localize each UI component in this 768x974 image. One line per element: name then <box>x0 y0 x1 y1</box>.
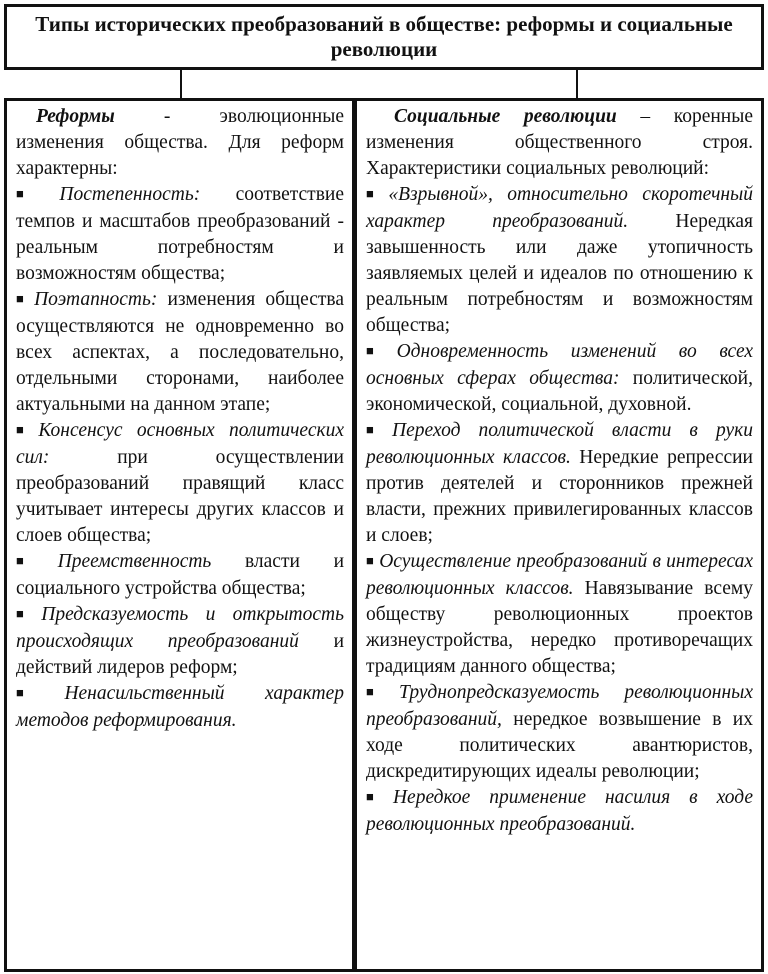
reforms-term: Реформы <box>36 106 115 127</box>
bullet-icon: ■ <box>366 789 388 804</box>
list-item: ■ Постепенность: соответствие темпов и масштабов преобразований - реальным потребностям и возможностям общества; <box>16 184 345 284</box>
bullet-icon: ■ <box>16 553 53 568</box>
list-item: ■ Переход политической власти в руки революционных классов. Нередкие репрессии против деятелей и сторонников прежней власти, прежних привилегированных классов и слоев; <box>366 420 753 546</box>
revolutions-definition: Социальные революции – коренные изменения общественного строя. Характеристики социальных революций: <box>366 106 753 179</box>
title-box <box>4 4 764 70</box>
list-item: ■ Одновременность изменений во всех основных сферах общества: политической, экономической, социальной, духовной. <box>366 341 754 415</box>
list-item: ■ «Взрывной», относительно скоротечный характер преобразований. Нередкая завышенность или даже утопичность заявляемых целей и идеалов по отношению к реальным потребностям и возможностям общества; <box>366 184 753 336</box>
bullet-icon: ■ <box>366 186 384 201</box>
bullet-icon: ■ <box>16 606 37 621</box>
list-item: ■ Поэтапность: изменения общества осуществляются не одновременно во всех аспектах, а последовательно, отдельными сторонами, наиболее актуальными на данном этапе; <box>16 289 344 415</box>
list-item: ■ Осуществление преобразований в интересах революционных классов. Навязывание всему обществу революционных проектов жизнеустройства, нередко противоречащих традициям данного общества; <box>366 551 754 677</box>
reforms-column <box>4 98 355 972</box>
reforms-definition: Реформы - эволюционные изменения общества. Для реформ характерны: <box>16 106 344 179</box>
connector-line <box>576 70 578 98</box>
bullet-icon: ■ <box>16 291 30 306</box>
revolutions-term: Социальные революции <box>394 106 617 127</box>
bullet-icon: ■ <box>366 553 375 568</box>
bullet-icon: ■ <box>16 186 55 201</box>
page-title: Типы исторических преобразований в обществе: реформы и социальные революции <box>35 12 733 61</box>
list-item: ■ Ненасильственный характер методов реформирования. <box>16 683 344 731</box>
bullet-icon: ■ <box>16 685 60 700</box>
list-item: ■ Труднопредсказуемость революционных преобразований, нередкое возвышение в их ходе политических авантюристов, дискредитирующих идеалы революции; <box>366 682 753 782</box>
bullet-icon: ■ <box>366 684 394 699</box>
list-item: ■ Нередкое применение насилия в ходе революционных преобразований. <box>366 787 753 835</box>
list-item: ■ Преемственность власти и социального устройства общества; <box>16 551 344 599</box>
bullet-icon: ■ <box>366 343 392 358</box>
bullet-icon: ■ <box>366 422 388 437</box>
list-item: ■ Консенсус основных политических сил: при осуществлении преобразований правящий класс учитывает интересы других классов и слоев общества; <box>16 420 345 546</box>
bullet-icon: ■ <box>16 422 34 437</box>
connector-line <box>180 70 182 98</box>
revolutions-column <box>355 98 764 972</box>
list-item: ■ Предсказуемость и открытость происходящих преобразований и действий лидеров реформ; <box>16 604 345 678</box>
